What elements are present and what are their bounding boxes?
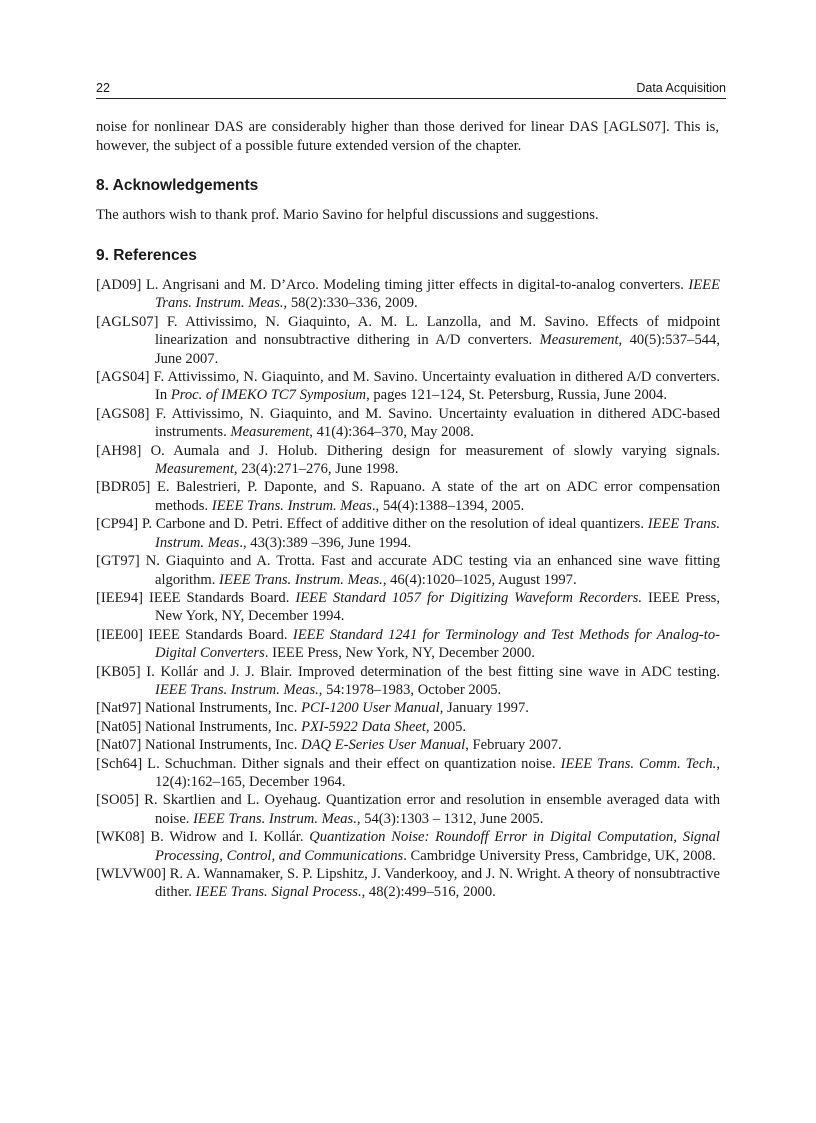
reference-key: [Nat97] bbox=[96, 700, 142, 717]
reference-item: [BDR05] E. Balestrieri, P. Daponte, and S. Rapuano. A state of the art on ADC error compensation methods. IEEE Trans. Instrum. Meas., 54(4):1388–1394, 2005. bbox=[96, 479, 720, 514]
reference-key: [AGS08] bbox=[96, 405, 150, 422]
reference-venue: IEEE Trans. Instrum. Meas. bbox=[155, 681, 319, 698]
reference-item: [Nat07] National Instruments, Inc. DAQ E-Series User Manual, February 2007. bbox=[96, 737, 562, 754]
reference-item: [WK08] B. Widrow and I. Kollár. Quantization Noise: Roundoff Error in Digital Computation, Signal Processing, Control, and Communications. Cambridge University Press, Cambridge, UK, 2008. bbox=[96, 829, 720, 864]
page bbox=[96, 0, 726, 1123]
reference-item: [IEE00] IEEE Standards Board. IEEE Standard 1241 for Terminology and Test Methods for Analog-to-Digital Converters. IEEE Press, New York, NY, December 2000. bbox=[96, 626, 720, 662]
reference-venue: IEEE Trans. Instrum. Meas bbox=[155, 516, 720, 551]
reference-venue: IEEE Trans. Instrum. Meas. bbox=[155, 277, 720, 312]
acknowledgements-heading: 8. Acknowledgements bbox=[96, 177, 259, 194]
reference-venue: IEEE Trans. Comm. Tech. bbox=[560, 755, 717, 772]
reference-venue: PXI-5922 Data Sheet bbox=[301, 718, 426, 735]
reference-item: [AD09] L. Angrisani and M. D’Arco. Modeling timing jitter effects in digital-to-analog converters. IEEE Trans. Instrum. Meas., 58(2):330–336, 2009. bbox=[96, 277, 720, 312]
reference-key: [AH98] bbox=[96, 442, 142, 459]
reference-venue: Measurement bbox=[539, 332, 619, 349]
reference-key: [Nat05] bbox=[96, 718, 142, 735]
reference-item: [AGLS07] F. Attivissimo, N. Giaquinto, A. M. L. Lanzolla, and M. Savino. Effects of midpoint linearization and nonsubtractive dithering in A/D converters. Measurement, 40(5):537–544, June 2007. bbox=[96, 313, 720, 367]
reference-item: [Nat05] National Instruments, Inc. PXI-5922 Data Sheet, 2005. bbox=[96, 718, 467, 735]
reference-key: [IEE00] bbox=[96, 626, 144, 643]
reference-venue: IEEE Trans. Instrum. Meas. bbox=[193, 810, 357, 827]
reference-key: [IEE94] bbox=[96, 589, 144, 606]
reference-key: [GT97] bbox=[96, 553, 140, 570]
reference-key: [WK08] bbox=[96, 829, 145, 846]
reference-key: [Sch64] bbox=[96, 755, 143, 772]
running-title: Data Acquisition bbox=[636, 81, 726, 95]
reference-item: [AGS08] F. Attivissimo, N. Giaquinto, and M. Savino. Uncertainty evaluation in dithered ADC-based instruments. Measurement, 41(4):364–370, May 2008. bbox=[96, 405, 720, 441]
page-number: 22 bbox=[96, 81, 110, 95]
reference-item: [Nat97] National Instruments, Inc. PCI-1200 User Manual, January 1997. bbox=[96, 700, 529, 717]
reference-item: [IEE94] IEEE Standards Board. IEEE Standard 1057 for Digitizing Waveform Recorders. IEEE Press, New York, NY, December 1994. bbox=[96, 589, 720, 625]
reference-venue: Measurement bbox=[230, 424, 310, 441]
reference-venue: IEEE Standard 1241 for Terminology and Test Methods for Analog-to-Digital Converters bbox=[155, 626, 720, 662]
reference-item: [WLVW00] R. A. Wannamaker, S. P. Lipshitz, J. Vanderkooy, and J. N. Wright. A theory of nonsubtractive dither. IEEE Trans. Signal Process., 48(2):499–516, 2000. bbox=[96, 866, 720, 901]
reference-item: [Sch64] L. Schuchman. Dither signals and their effect on quantization noise. IEEE Trans. Comm. Tech., 12(4):162–165, December 1964. bbox=[96, 755, 720, 790]
reference-venue: IEEE Trans. Instrum. Meas bbox=[211, 497, 372, 514]
references-heading: 9. References bbox=[96, 247, 197, 264]
reference-venue: IEEE Standard 1057 for Digitizing Waveform Recorders. bbox=[295, 589, 642, 606]
reference-key: [BDR05] bbox=[96, 479, 151, 496]
reference-venue: Proc. of IMEKO TC7 Symposium bbox=[170, 387, 367, 404]
acknowledgements-text: The authors wish to thank prof. Mario Savino for helpful discussions and suggestions. bbox=[96, 207, 599, 223]
intro-paragraph: noise for nonlinear DAS are considerably higher than those derived for linear DAS [AGLS07]. This is, however, the subject of a possible future extended version of the chapter. bbox=[96, 119, 719, 154]
reference-venue: Quantization Noise: Roundoff Error in Digital Computation, Signal Processing, Control, and Communications bbox=[155, 829, 720, 864]
page-header bbox=[96, 80, 726, 99]
reference-venue: DAQ E-Series User Manual bbox=[301, 737, 466, 754]
reference-key: [WLVW00] bbox=[96, 866, 166, 882]
reference-item: [GT97] N. Giaquinto and A. Trotta. Fast and accurate ADC testing via an enhanced sine wave fitting algorithm. IEEE Trans. Instrum. Meas., 46(4):1020–1025, August 1997. bbox=[96, 553, 720, 588]
references-list bbox=[96, 276, 720, 902]
reference-item: [KB05] I. Kollár and J. J. Blair. Improved determination of the best fitting sine wave in ADC testing. IEEE Trans. Instrum. Meas., 54:1978–1983, October 2005. bbox=[96, 663, 720, 698]
reference-key: [AD09] bbox=[96, 277, 142, 293]
reference-item: [CP94] P. Carbone and D. Petri. Effect of additive dither on the resolution of ideal quantizers. IEEE Trans. Instrum. Meas., 43(3):389 –396, June 1994. bbox=[96, 516, 720, 551]
reference-key: [CP94] bbox=[96, 516, 139, 533]
reference-key: [AGLS07] bbox=[96, 313, 159, 330]
reference-item: [SO05] R. Skartlien and L. Oyehaug. Quantization error and resolution in ensemble averaged data with noise. IEEE Trans. Instrum. Meas., 54(3):1303 – 1312, June 2005. bbox=[96, 792, 720, 827]
reference-key: [SO05] bbox=[96, 792, 139, 809]
reference-key: [AGS04] bbox=[96, 369, 150, 386]
reference-key: [KB05] bbox=[96, 663, 141, 680]
reference-item: [AGS04] F. Attivissimo, N. Giaquinto, and M. Savino. Uncertainty evaluation in dithered A/D converters. In Proc. of IMEKO TC7 Symposium, pages 121–124, St. Petersburg, Russia, June 2004. bbox=[96, 369, 720, 404]
reference-venue: Measurement bbox=[155, 461, 234, 478]
reference-venue: IEEE Trans. Instrum. Meas. bbox=[219, 571, 383, 588]
reference-venue: IEEE Trans. Signal Process. bbox=[195, 884, 362, 901]
reference-item: [AH98] O. Aumala and J. Holub. Dithering design for measurement of slowly varying signals. Measurement, 23(4):271–276, June 1998. bbox=[96, 442, 720, 478]
reference-key: [Nat07] bbox=[96, 737, 142, 754]
reference-venue: PCI-1200 User Manual bbox=[301, 700, 440, 717]
